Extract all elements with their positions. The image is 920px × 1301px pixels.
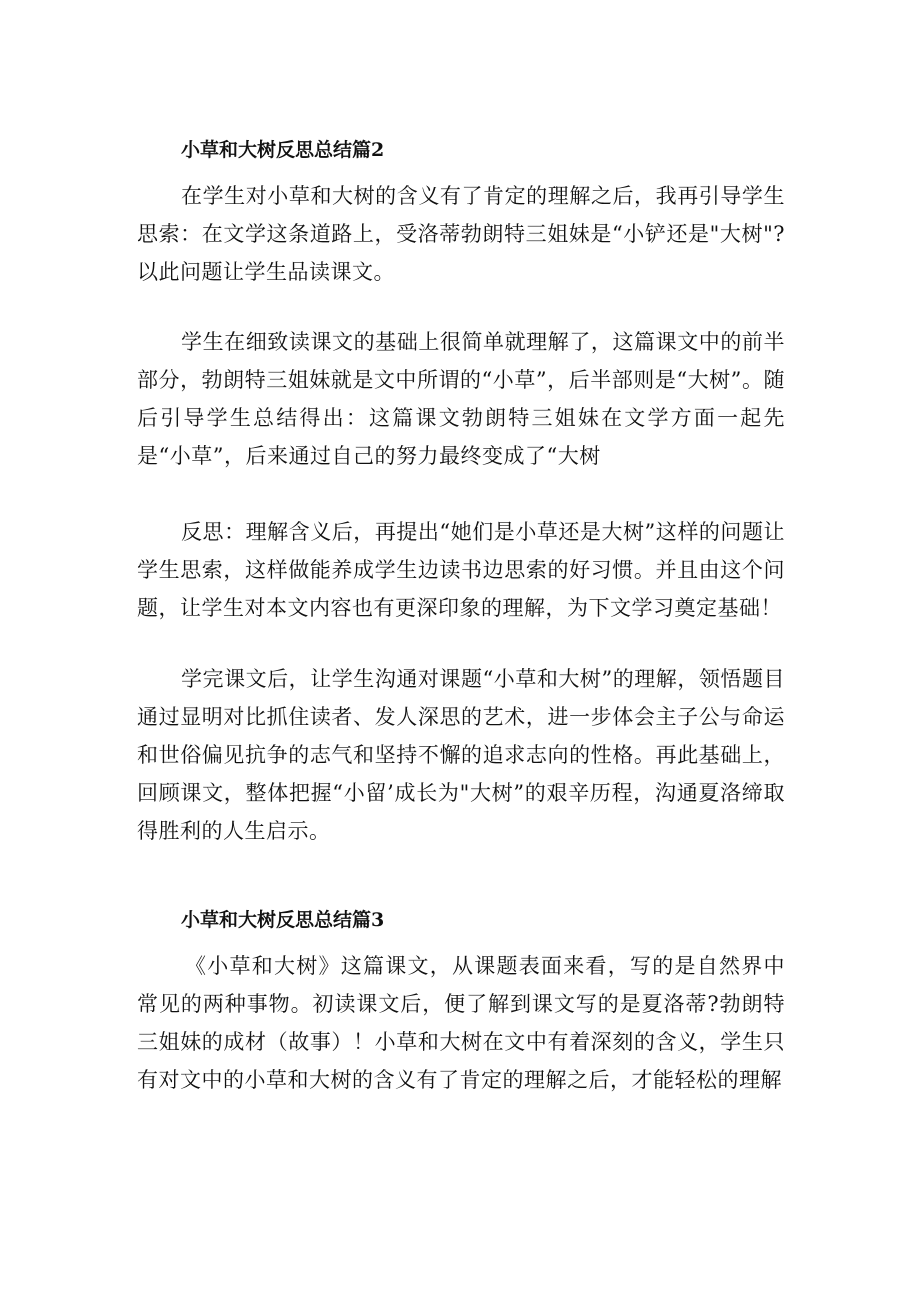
paragraph-s2-4: 学完课文后，让学生沟通对课题“小草和大树”的理解，领悟题目通过显明对比抓住读者、发人深思的艺术，进一步体会主子公与命运和世俗偏见抗争的志气和坚持不懈的追求志向的性格。再此基础上，回顾课文，整体把握“小留’成长为"大树”的艰辛历程，沟通夏洛缔取得胜利的人生启示。 bbox=[137, 667, 785, 843]
paragraph-s2-1: 在学生对小草和大树的含义有了肯定的理解之后，我再引导学生思索：在文学这条道路上，受洛蒂勃朗特三姐妹是“小铲还是"大树"?以此问题让学生品读课文。 bbox=[137, 184, 785, 284]
paragraph-s2-2: 学生在细致读课文的基础上很简单就理解了，这篇课文中的前半部分，勃朗特三姐妹就是文中所谓的“小草”，后半部则是“大树”。随后引导学生总结得出：这篇课文勃朗特三姐妹在文学方面一起先是“小草”，后来通过自己的努力最终变成了“大树 bbox=[137, 330, 785, 468]
section-3-heading: 小草和大树反思总结篇3 bbox=[181, 909, 385, 931]
section-2-heading: 小草和大树反思总结篇2 bbox=[181, 139, 385, 161]
paragraph-s3-1: 《小草和大树》这篇课文，从课题表面来看，写的是自然界中常见的两种事物。初读课文后，便了解到课文写的是夏洛蒂?勃朗特三姐妹的成材（故事）！小草和大树在文中有着深刻的含义，学生只有对文中的小草和大树的含义有了肯定的理解之后，才能轻松的理解 bbox=[137, 954, 785, 1092]
paragraph-s2-3: 反思：理解含义后，再提出“她们是小草还是大树”这样的问题让学生思索，这样做能养成学生边读书边思索的好习惯。并且由这个问题，让学生对本文内容也有更深印象的理解，为下文学习奠定基础！ bbox=[137, 520, 785, 620]
